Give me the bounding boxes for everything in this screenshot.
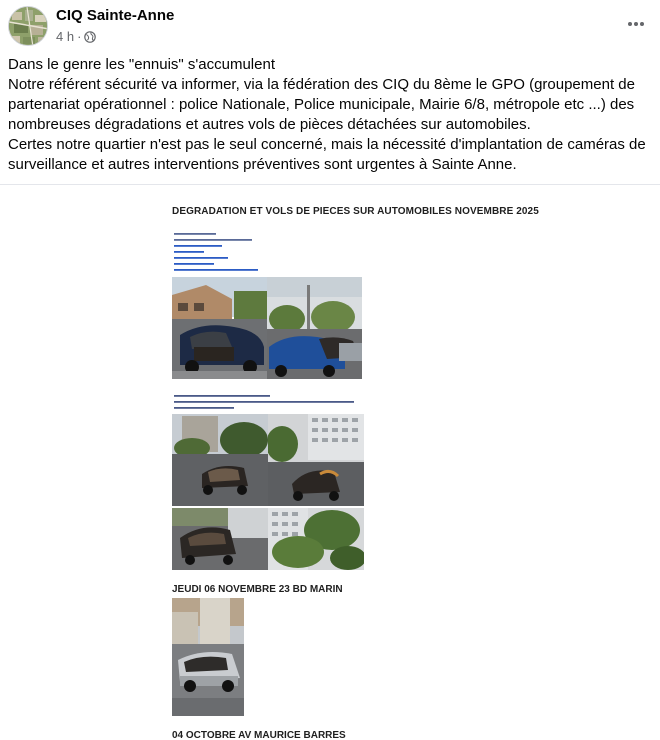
post-time[interactable]: 4 h (56, 29, 75, 44)
document-title: DEGRADATION ET VOLS DE PIECES SUR AUTOMOBILES NOVEMBRE 2025 (172, 206, 539, 217)
post-header (0, 0, 660, 50)
more-options-icon (626, 21, 646, 27)
screenshot-block-1 (172, 229, 362, 379)
photo-building-trees[interactable] (268, 508, 364, 570)
avatar[interactable] (8, 6, 48, 46)
post-text-line: Dans le genre les "ennuis" s'accumulent (8, 56, 275, 73)
post-text-line: Notre référent sécurité va informer, via la fédération des CIQ du 8ème le GPO (groupement de partenariat opérationnel : police Nationale, Police municipale, Mairie 6/8, métropole etc ...) des nombreuses dégradations et autres vols de pièces détachées sur automobiles. (8, 76, 635, 133)
photo-burnt-car[interactable] (268, 414, 364, 506)
more-options-button[interactable] (624, 12, 648, 36)
section-label: 04 OCTOBRE AV MAURICE BARRES (172, 730, 346, 740)
photo-damaged-car[interactable] (172, 277, 267, 379)
post-image[interactable] (0, 185, 660, 740)
post-text-line: Certes notre quartier n'est pas le seul concerné, mais la nécessité d'implantation de caméras de surveillance et autres interventions préventives sont urgentes à Sainte Anne. (8, 136, 646, 173)
meta-separator: · (77, 29, 82, 44)
scan-text (174, 232, 270, 274)
photo-burnt-car[interactable] (172, 598, 244, 716)
screenshot-block-2 (172, 392, 364, 570)
globe-icon (84, 31, 96, 43)
post-meta (56, 29, 96, 44)
photo-burnt-car[interactable] (172, 508, 268, 570)
post-text (8, 55, 653, 175)
photo-damaged-car[interactable] (267, 277, 362, 379)
illegible-text-lines (174, 393, 362, 413)
illegible-text-lines (174, 232, 270, 274)
photo-burnt-car[interactable] (172, 414, 268, 506)
section-label: JEUDI 06 NOVEMBRE 23 BD MARIN (172, 584, 343, 595)
page-name[interactable]: CIQ Sainte-Anne (56, 7, 175, 24)
scan-text (174, 393, 362, 413)
